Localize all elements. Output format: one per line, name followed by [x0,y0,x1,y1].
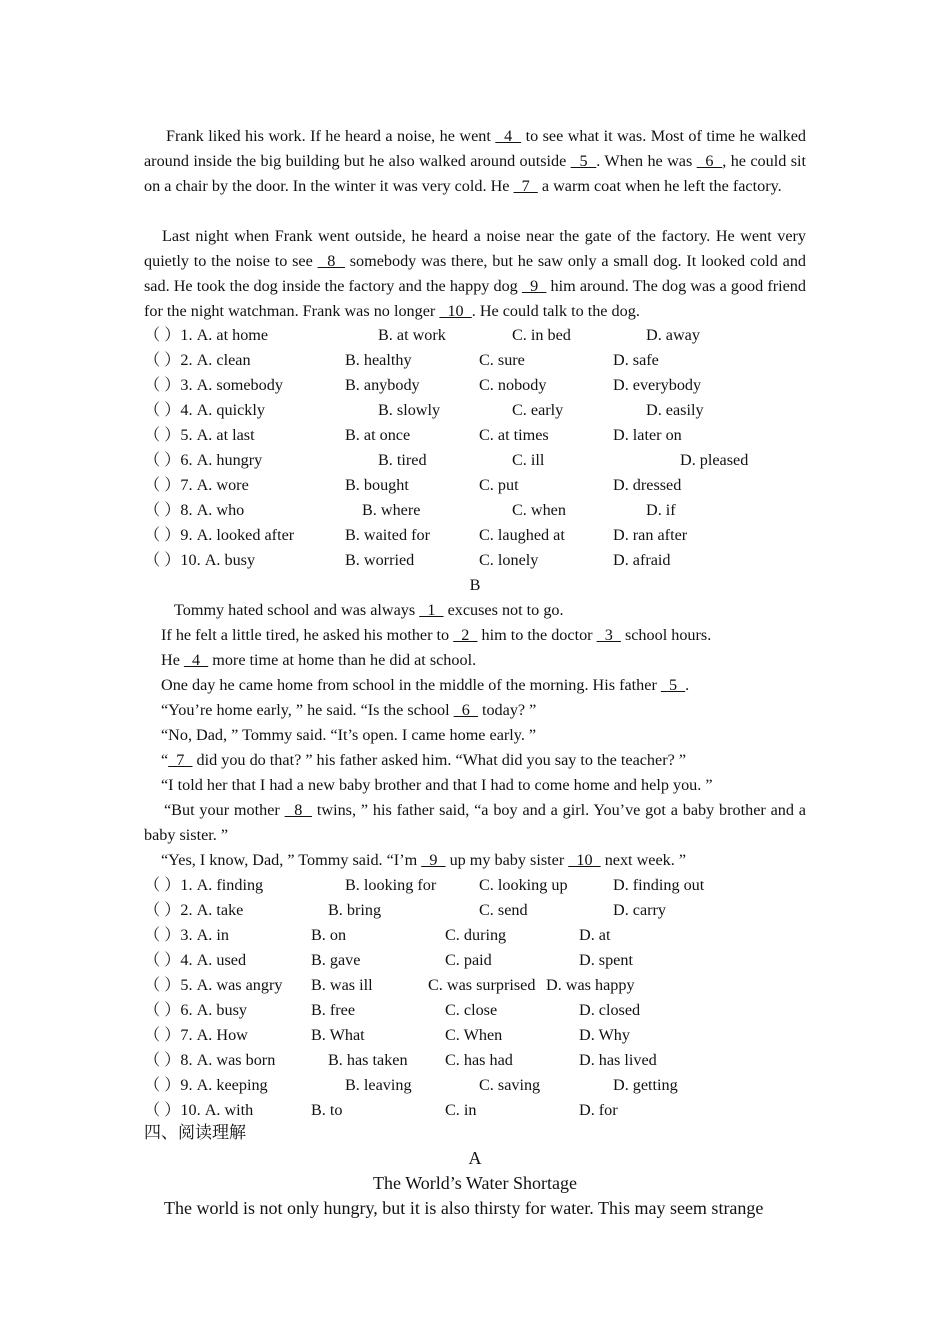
passage-a-paragraph-2 [144,224,806,324]
option-b: B. leaving [345,1076,412,1094]
article-title: The World’s Water Shortage [373,1173,577,1193]
option-b: B. on [311,926,347,944]
text: “ [161,751,169,769]
passage-b-line-1 [174,598,564,623]
option-d: D. for [579,1101,618,1119]
stem: （ ）10. A. busy [144,551,256,569]
passage-b-line-9 [144,798,806,848]
option-c: C. at times [479,426,549,444]
text: “You’re home early, ” he said. “Is the school [161,701,454,719]
text: did you do that? ” his father asked him. “What did you say to the teacher? ” [192,751,687,769]
text: “But your mother [164,801,285,819]
passage-b-line-4 [161,673,689,698]
option-b: B. tired [378,451,427,469]
option-c: C. saving [479,1076,541,1094]
stem: （ ）1. A. finding [144,876,264,894]
text: . [685,676,690,694]
passage-b-line-8 [161,773,713,798]
option-b: B. has taken [328,1051,408,1069]
blank-10: 10 [568,851,601,869]
passage-b-line-3 [161,648,476,673]
option-d: D. ran after [613,526,688,544]
question-b-1 [144,873,824,898]
blank-1: 1 [419,601,444,619]
blank-6: 6 [696,152,723,170]
option-b: B. What [311,1026,365,1044]
blank-4: 4 [183,651,209,669]
option-c: C. nobody [479,376,547,394]
option-b: B. slowly [378,401,441,419]
option-b: B. bought [345,476,409,494]
text: Tommy hated school and was always [174,601,420,619]
option-c: C. laughed at [479,526,565,544]
text: Frank liked his work. If he heard a noise, he went [166,127,496,145]
blank-8: 8 [317,252,345,270]
blank-4: 4 [495,127,522,145]
option-d: D. dressed [613,476,682,494]
option-c: C. paid [445,951,492,969]
stem: （ ）7. A. How [144,1026,248,1044]
question-b-2 [144,898,824,923]
blank-2: 2 [453,626,478,644]
passage-b-line-2 [161,623,711,648]
text: Last night when Frank went outside, he heard a noise near the gate of the factory. He went very quietly to the noise to see [144,227,806,270]
text: One day he came home from school in the middle of the morning. His father [161,676,661,694]
text: If he felt a little tired, he asked his mother to [161,626,454,644]
text: excuses not to go. [443,601,564,619]
option-d: D. getting [613,1076,678,1094]
option-d: D. finding out [613,876,705,894]
section-b-label: B [469,576,481,594]
option-b: B. where [362,501,421,519]
option-b: B. free [311,1001,356,1019]
stem: （ ）5. A. at last [144,426,255,444]
option-c: C. close [445,1001,498,1019]
text: “I told her that I had a new baby brother and that I had to come home and help you. ” [161,776,713,794]
option-c: C. in bed [512,326,571,344]
blank-7: 7 [168,751,193,769]
option-c: C. ill [512,451,545,469]
option-d: D. Why [579,1026,630,1044]
text: twins, ” his father said, “a boy and a girl. You’ve got a baby brother and a baby sister. ” [144,801,806,844]
option-c: C. during [445,926,507,944]
option-d: D. everybody [613,376,702,394]
question-b-7 [144,1023,824,1048]
text: next week. ” [600,851,687,869]
question-a-10 [144,548,824,573]
option-b: B. waited for [345,526,430,544]
option-c: C. was surprised [428,976,536,994]
option-c: C. looking up [479,876,568,894]
option-b: B. healthy [345,351,412,369]
question-a-2 [144,348,824,373]
option-c: C. early [512,401,564,419]
passage-a-paragraph-1 [144,124,806,199]
question-a-8 [144,498,824,523]
option-c: C. when [512,501,566,519]
blank-7: 7 [513,177,538,195]
text: . When he was [596,152,697,170]
question-b-8 [144,1048,824,1073]
option-d: D. carry [613,901,667,919]
stem: （ ）5. A. was angry [144,976,283,994]
blank-10: 10 [439,302,472,320]
blank-9: 9 [521,277,547,295]
article-first-line: The world is not only hungry, but it is also thirsty for water. This may seem strange [164,1198,764,1218]
stem: （ ）9. A. keeping [144,1076,268,1094]
stem: （ ）8. A. was born [144,1051,276,1069]
option-b: B. to [311,1101,343,1119]
question-b-4 [144,948,824,973]
text: somebody was there, but he saw only a small dog. It looked cold and sad. He took the dog inside the factory and the happy dog [144,252,807,295]
option-d: D. was happy [546,976,635,994]
option-d: D. spent [579,951,633,969]
question-b-6 [144,998,824,1023]
option-d: D. has lived [579,1051,657,1069]
question-a-1 [144,323,824,348]
question-a-6 [144,448,824,473]
option-c: C. has had [445,1051,513,1069]
text: He [161,651,184,669]
text: him to the doctor [477,626,597,644]
text: , he could sit on a chair by the door. In the winter it was very cold. He [144,152,806,195]
text: “No, Dad, ” Tommy said. “It’s open. I came home early. ” [161,726,537,744]
stem: （ ）9. A. looked after [144,526,295,544]
question-a-3 [144,373,824,398]
option-d: D. safe [613,351,659,369]
option-c: C. put [479,476,519,494]
option-b: B. anybody [345,376,420,394]
option-c: C. in [445,1101,477,1119]
stem: （ ）4. A. quickly [144,401,265,419]
option-d: D. pleased [680,451,749,469]
question-a-9 [144,523,824,548]
stem: （ ）10. A. with [144,1101,254,1119]
question-b-9 [144,1073,824,1098]
question-a-4 [144,398,824,423]
passage-b-line-5 [161,698,536,723]
blank-6: 6 [453,701,478,719]
blank-9: 9 [421,851,446,869]
section-four-heading: 四、阅读理解 [144,1123,246,1143]
stem: （ ）4. A. used [144,951,247,969]
passage-b-line-10 [161,848,686,873]
option-d: D. easily [646,401,704,419]
option-d: D. at [579,926,611,944]
stem: （ ）2. A. take [144,901,244,919]
text: more time at home than he did at school. [208,651,477,669]
option-b: B. at once [345,426,411,444]
text: up my baby sister [445,851,569,869]
text: him around. The dog was a good friend for the night watchman. Frank was no longer [144,277,806,320]
question-a-5 [144,423,824,448]
passage-b-line-6 [161,723,536,748]
blank-5: 5 [660,676,686,694]
question-b-10 [144,1098,824,1123]
text: . He could talk to the dog. [471,302,640,320]
option-d: D. away [646,326,700,344]
stem: （ ）7. A. wore [144,476,249,494]
option-c: C. lonely [479,551,539,569]
stem: （ ）2. A. clean [144,351,251,369]
passage-b-line-7 [161,748,686,773]
text: a warm coat when he left the factory. [537,177,782,195]
stem: （ ）6. A. hungry [144,451,263,469]
option-c: C. send [479,901,528,919]
option-b: B. at work [378,326,446,344]
stem: （ ）3. A. in [144,926,229,944]
option-c: C. When [445,1026,503,1044]
question-b-5 [144,973,824,998]
option-d: D. later on [613,426,682,444]
section-four-label: A [468,1148,482,1168]
stem: （ ）3. A. somebody [144,376,283,394]
text: today? ” [477,701,537,719]
question-b-3 [144,923,824,948]
question-a-7 [144,473,824,498]
option-d: D. closed [579,1001,641,1019]
option-d: D. if [646,501,676,519]
option-b: B. bring [328,901,382,919]
blank-8: 8 [284,801,313,819]
text: “Yes, I know, Dad, ” Tommy said. “I’m [161,851,422,869]
text: school hours. [620,626,712,644]
stem: （ ）6. A. busy [144,1001,247,1019]
option-d: D. afraid [613,551,671,569]
stem: （ ）1. A. at home [144,326,269,344]
stem: （ ）8. A. who [144,501,245,519]
blank-5: 5 [570,152,597,170]
option-b: B. gave [311,951,361,969]
option-c: C. sure [479,351,525,369]
option-b: B. worried [345,551,415,569]
option-b: B. was ill [311,976,373,994]
blank-3: 3 [596,626,621,644]
option-b: B. looking for [345,876,437,894]
text: to see what it was. Most of time he walked around inside the big building but he also walked around outside [144,127,807,170]
